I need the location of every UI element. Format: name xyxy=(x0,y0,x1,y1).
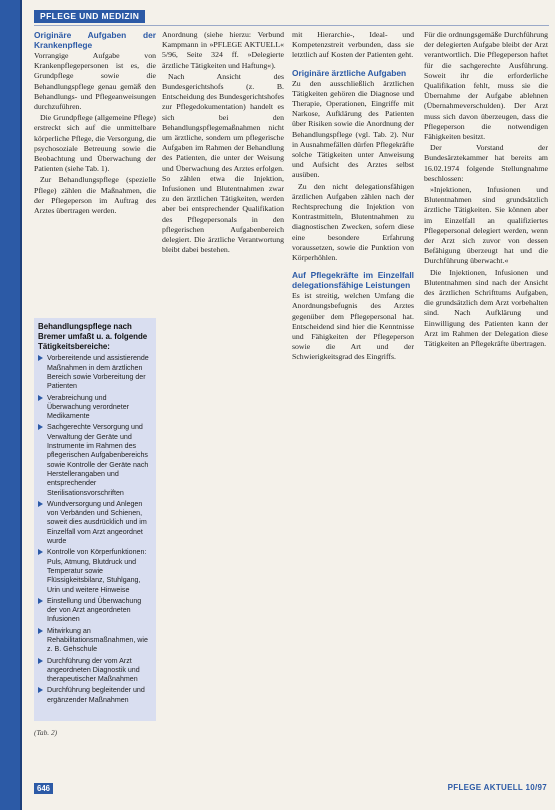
info-box-behandlungspflege xyxy=(34,318,156,721)
table-caption: (Tab. 2) xyxy=(34,728,58,737)
paragraph: Zu den nicht delegationsfähigen ärztlichen Aufgaben zählen nach der Rechtsprechung die Injektion von Kontrastmitteln, Blutentnahmen zu diagnostischen Zwecken, sofern diese eine besondere Erfahrung voraussetzen, sowie die Punktion von Körperhöhlen. xyxy=(292,181,414,263)
section-tag: PFLEGE UND MEDIZIN xyxy=(34,10,145,23)
paragraph: Zu den ausschließlich ärztlichen Tätigkeiten gehören die Diagnose und Therapie, Operationen, Eingriffe mit Narkose, Aufklärung des Patienten über Risiken sowie die Anordnung der Behandlungspflege (vgl. Tab. 2). Nur in Ausnahmefällen dürfen Pflegekräfte solche Tätigkeiten unter Anweisung und Aufsicht des Arztes selbst ausüben. xyxy=(292,78,414,180)
paragraph: Nach Ansicht des Bundesgerichtshofs (z. B. Entscheidung des Bundesgerichtshofes zur Pflegedokumentation) handelt es sich bei den Behandlungspflegemaßnahmen nicht um ärztliche, sondern um pflegerische Aufgaben im Rahmen der Behandlung des Patienten, die unter der Weisung und Überwachung des Arztes erfolgen. So zählen etwa die Injektion, Infusionen und Blutentnahmen zwar zu den ärztlichen Tätigkeiten, werden aber bei entsprechender Qualifikation des Pflegepersonals in den pflegerischen Aufgabenbereich delegiert. Die ärztliche Verantwortung bleibt dabei bestehen. xyxy=(162,71,284,255)
triangle-bullet-icon xyxy=(38,424,43,430)
paragraph: mit Hierarchie-, Ideal- und Kompetenzstreit verbunden, dass sie letztlich auf Kosten der Patienten geht. xyxy=(292,30,414,60)
triangle-bullet-icon xyxy=(38,658,43,664)
column-2 xyxy=(162,30,284,256)
column-4 xyxy=(424,30,548,350)
page-number: 646 xyxy=(34,783,53,794)
list-item: Mitwirkung an Rehabilitationsmaßnahmen, wie z. B. Gehschule xyxy=(38,627,152,655)
list-item: Einstellung und Überwachung der von Arzt angeordneten Infusionen xyxy=(38,597,152,625)
triangle-bullet-icon xyxy=(38,549,43,555)
paragraph: Die Grundpflege (allgemeine Pflege) erstreckt sich auf die unmittelbare körperliche Pflege, die Versorgung, die psychosoziale Betreuung sowie die Beobachtung und Überwachung der Patienten (siehe Tab. 1). xyxy=(34,113,156,174)
paragraph: Zur Behandlungspflege (spezielle Pflege) zählen die Maßnahmen, die der Pflegeperson im Auftrag des Arztes übertragen werden. xyxy=(34,175,156,216)
list-item: Vorbereitende und assistierende Maßnahmen in dem ärztlichen Bereich sowie Vorbereitung der Patienten xyxy=(38,354,152,391)
column-3 xyxy=(292,30,414,364)
list-item: Durchführung begleitender und ergänzender Maßnahmen xyxy=(38,686,152,705)
list-item: Kontrolle von Körperfunktionen: Puls, Atmung, Blutdruck und Temperatur sowie Flüssigkeitsbilanz, Stuhlgang, Urin und weitere Hinweise xyxy=(38,548,152,594)
triangle-bullet-icon xyxy=(38,687,43,693)
triangle-bullet-icon xyxy=(38,355,43,361)
footer-journal-tag: PFLEGE AKTUELL 10/97 xyxy=(447,783,547,792)
heading-delegationsfaehige-leistungen: Auf Pflegekräfte im Einzelfall delegationsfähige Leistungen xyxy=(292,270,414,291)
list-item: Durchführung der vom Arzt angeordneten Diagnostik und therapeutischer Maßnahmen xyxy=(38,657,152,685)
list-item: Wundversorgung und Anlegen von Verbänden und Schienen, soweit dies ausdrücklich und im Einzelfall vom Arzt angeordnet wurde xyxy=(38,500,152,546)
paragraph: Es ist streitig, welchen Umfang die Anordnungsbefugnis des Arztes gegenüber dem Pflegepersonal hat. Entscheidend sind hier die Kenntnisse und Fähigkeiten der Pflegeperson sowie die Art und der Schwierigkeitsgrad des Eingriffs. xyxy=(292,291,414,362)
paragraph: Anordnung (siehe hierzu: Verbund Kampmann in »PFLEGE AKTUELL« 5/96, Seite 324 ff. »Delegierte ärztliche Tätigkeiten und Haftung«). xyxy=(162,30,284,70)
header-rule xyxy=(34,25,549,26)
paragraph: »Injektionen, Infusionen und Blutentnahmen sind grundsätzlich ärztliche Tätigkeiten. Sie können aber im Einzelfall an qualifiziertes Pflegepersonal delegiert werden, wenn der Arzt sich zuvor von dessen Befähigung überzeugt hat und die Durchführung überwacht.« xyxy=(424,185,548,266)
list-item: Verabreichung und Überwachung verordneter Medikamente xyxy=(38,394,152,422)
info-box-title: Behandlungspflege nach Bremer umfaßt u. a. folgende Tätigkeitsbereiche: xyxy=(38,322,148,351)
list-item: Sachgerechte Versorgung und Verwaltung der Geräte und Instrumente im Rahmen des pflegerischen Aufgabenbereichs sowie Kontrolle der Geräte nach Herstellerangaben und entsprechender Sterilisationsvorschriften xyxy=(38,423,152,497)
paragraph: Vorrangige Aufgabe von Krankenpflegepersonen ist es, die Grundpflege sowie die Behandlungspflege genau gemäß den Behandlungs- und Pflegeanweisungen durchzuführen. xyxy=(34,51,156,112)
paragraph: Für die ordnungsgemäße Durchführung der delegierten Aufgabe bleibt der Arzt verantwortlich. Die Pflegeperson haftet für die sachgerechte Ausführung. Soweit ihr die erforderliche Qualifikation fehlt, muss sie die Übernahme der Aufgabe ablehnen (Übernahmeverschulden). Der Arzt muss sich davon überzeugen, dass die Pflegeperson die notwendigen Fähigkeiten besitzt. xyxy=(424,30,548,142)
info-box-list xyxy=(34,354,156,705)
triangle-bullet-icon xyxy=(38,395,43,401)
page-edge-strip xyxy=(0,0,22,810)
heading-originaere-krankenpflege: Originäre Aufgaben der Krankenpflege xyxy=(34,30,156,50)
triangle-bullet-icon xyxy=(38,628,43,634)
column-1 xyxy=(34,30,156,217)
triangle-bullet-icon xyxy=(38,501,43,507)
paragraph: Der Vorstand der Bundesärztekammer hat bereits am 16.02.1974 folgende Stellungnahme beschlossen: xyxy=(424,143,548,183)
heading-originaere-aerztliche: Originäre ärztliche Aufgaben xyxy=(292,67,407,78)
triangle-bullet-icon xyxy=(38,598,43,604)
paragraph: Die Injektionen, Infusionen und Blutentnahmen sind nach der Ansicht des ärztlichen Schrifttums Aufgaben, die grundsätzlich dem Arzt vorbehalten sind. Nach Aufklärung und Einwilligung des Patienten kann der Arzt im Rahmen der Delegation diese Tätigkeiten an Pflegekräfte übertragen. xyxy=(424,267,548,349)
